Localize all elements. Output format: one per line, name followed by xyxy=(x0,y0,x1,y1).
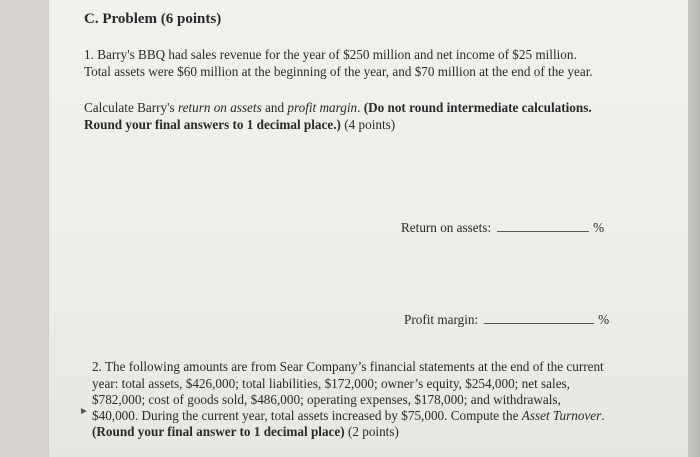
q2-text-line4 xyxy=(92,407,605,424)
q1-instr-period: . xyxy=(357,100,364,115)
bullet-marker-icon: ► xyxy=(79,406,89,417)
q2-text-line3: $782,000; cost of goods sold, $486,000; operating expenses, $178,000; and withdrawals, xyxy=(92,392,561,407)
roa-unit: % xyxy=(593,220,605,235)
q1-instr-pm: profit margin xyxy=(287,100,358,115)
pm-answer-blank[interactable] xyxy=(484,323,594,324)
q1-text-line1: 1. Barry's BBQ had sales revenue for the year of $250 million and net income of $25 million. xyxy=(84,47,577,62)
q2-text-line5 xyxy=(92,423,399,440)
q1-instructions-line2 xyxy=(84,116,395,133)
q2-line4-text: $40,000. During the current year, total assets increased by $75,000. Compute the xyxy=(92,408,522,423)
q2-line4-period: . xyxy=(601,408,605,423)
pm-answer-row xyxy=(404,311,609,328)
pm-unit: % xyxy=(598,312,610,327)
q2-text-line2: year: total assets, $426,000; total liabilities, $172,000; owner’s equity, $254,000; net sales, xyxy=(92,376,570,391)
section-title: C. Problem (6 points) xyxy=(84,11,222,27)
q1-instr-and: and xyxy=(261,100,288,115)
q1-instructions-line1 xyxy=(84,99,592,116)
q2-text-line1: 2. The following amounts are from Sear Company’s financial statements at the end of the current xyxy=(92,359,604,374)
roa-answer-row xyxy=(401,219,604,236)
pm-label: Profit margin: xyxy=(404,312,479,327)
roa-answer-blank[interactable] xyxy=(497,231,589,232)
q2-points: (2 points) xyxy=(344,424,399,439)
q2-round-note: (Round your final answer to 1 decimal place) xyxy=(92,424,345,439)
q1-instr-round-final: Round your final answers to 1 decimal place.) xyxy=(84,117,341,132)
page-edge xyxy=(688,0,700,457)
q1-instr-text: Calculate Barry's xyxy=(84,100,178,115)
q1-instr-points: (4 points) xyxy=(340,117,396,132)
q1-instr-rounding: (Do not round intermediate calculations. xyxy=(363,100,592,115)
q2-asset-turnover: Asset Turnover xyxy=(521,408,602,423)
q1-instr-roa: return on assets xyxy=(177,100,262,115)
roa-label: Return on assets: xyxy=(401,220,492,235)
q1-text-line2: Total assets were $60 million at the beginning of the year, and $70 million at the end of the year. xyxy=(84,64,593,79)
